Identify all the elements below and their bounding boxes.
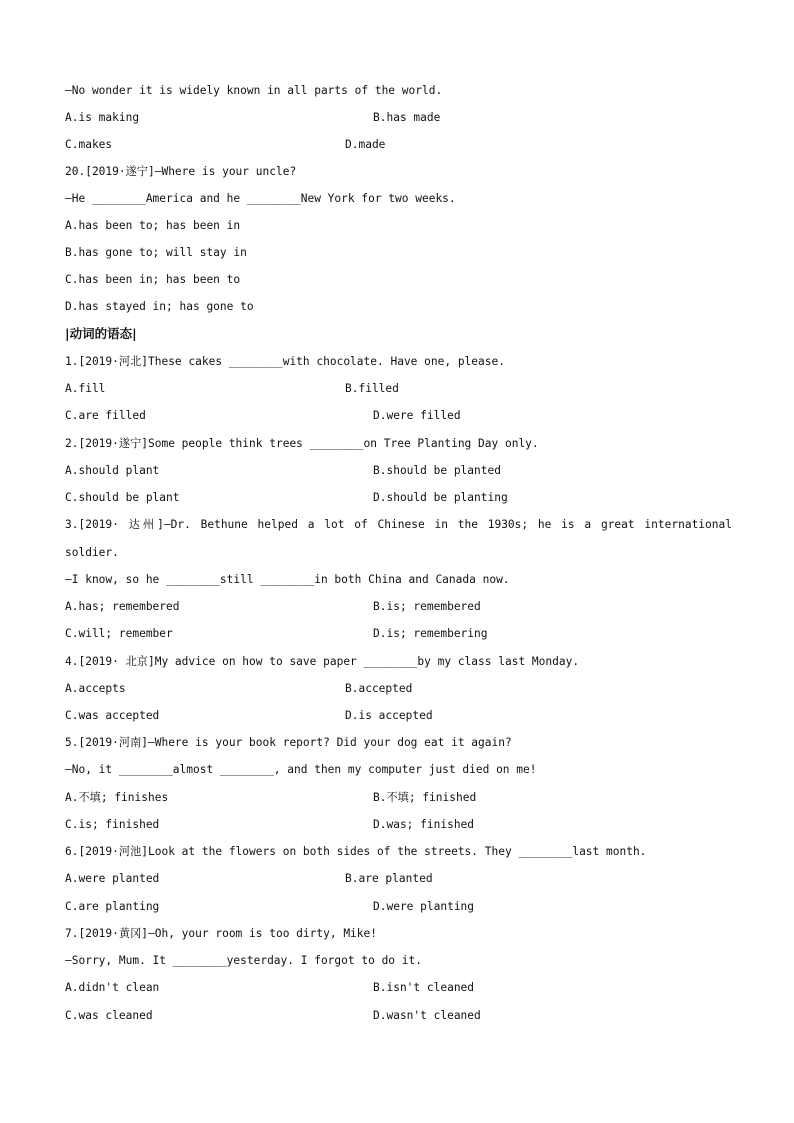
q2-option-d: D.should be planting xyxy=(373,491,508,504)
q4-option-c: C.was accepted xyxy=(65,709,160,722)
q3-stem-line-2: soldier. xyxy=(65,546,119,559)
q6-option-c: C.are planting xyxy=(65,900,160,913)
q3-option-b: B.is; remembered xyxy=(373,600,481,613)
q3-reply: —I know, so he ________still ________in both China and Canada now. xyxy=(65,573,510,586)
q4-option-d: D.is accepted xyxy=(345,709,433,722)
q6-option-d: D.were planting xyxy=(373,900,475,913)
q5-option-a: A.不填; finishes xyxy=(65,791,169,804)
q20-reply: —He ________America and he ________New York for two weeks. xyxy=(65,192,456,205)
q7-stem: 7.[2019·黄冈]—Oh, your room is too dirty, Mike! xyxy=(65,927,377,940)
q6-stem: 6.[2019·河池]Look at the flowers on both sides of the streets. They ________last month. xyxy=(65,845,647,858)
q19-reply: —No wonder it is widely known in all parts of the world. xyxy=(65,84,443,97)
q20-option-d: D.has stayed in; has gone to xyxy=(65,300,254,313)
q19-option-c: C.makes xyxy=(65,138,113,151)
q5-stem: 5.[2019·河南]—Where is your book report? Did your dog eat it again? xyxy=(65,736,512,749)
q2-option-a: A.should plant xyxy=(65,464,160,477)
q1-stem: 1.[2019·河北]These cakes ________with chocolate. Have one, please. xyxy=(65,355,505,368)
q6-option-b: B.are planted xyxy=(345,872,433,885)
q2-option-c: C.should be plant xyxy=(65,491,180,504)
q3-option-a: A.has; remembered xyxy=(65,600,180,613)
q1-option-b: B.filled xyxy=(345,382,399,395)
q5-reply: —No, it ________almost ________, and then my computer just died on me! xyxy=(65,763,537,776)
q7-reply: —Sorry, Mum. It ________yesterday. I forgot to do it. xyxy=(65,954,422,967)
q19-option-b: B.has made xyxy=(373,111,441,124)
q20-stem: 20.[2019·遂宁]—Where is your uncle? xyxy=(65,165,297,178)
q3-option-c: C.will; remember xyxy=(65,627,173,640)
q1-option-a: A.fill xyxy=(65,382,106,395)
q19-option-d: D.made xyxy=(345,138,386,151)
section-heading: |动词的语态| xyxy=(65,326,137,341)
q7-option-b: B.isn't cleaned xyxy=(373,981,475,994)
q3-stem-line-1: 3.[2019· 达州]—Dr. Bethune helped a lot of Chinese in the 1930s; he is a great international xyxy=(65,518,732,531)
q7-option-a: A.didn't clean xyxy=(65,981,160,994)
q2-stem: 2.[2019·遂宁]Some people think trees ________on Tree Planting Day only. xyxy=(65,437,539,450)
q2-option-b: B.should be planted xyxy=(373,464,501,477)
q7-option-d: D.wasn't cleaned xyxy=(373,1009,481,1022)
q1-option-d: D.were filled xyxy=(373,409,461,422)
q19-option-a: A.is making xyxy=(65,111,140,124)
q20-option-c: C.has been in; has been to xyxy=(65,273,241,286)
q7-option-c: C.was cleaned xyxy=(65,1009,153,1022)
q5-option-d: D.was; finished xyxy=(373,818,475,831)
q5-option-c: C.is; finished xyxy=(65,818,160,831)
q4-option-a: A.accepts xyxy=(65,682,126,695)
q6-option-a: A.were planted xyxy=(65,872,160,885)
q3-option-d: D.is; remembering xyxy=(373,627,488,640)
q1-option-c: C.are filled xyxy=(65,409,146,422)
q4-option-b: B.accepted xyxy=(345,682,413,695)
q20-option-b: B.has gone to; will stay in xyxy=(65,246,247,259)
q5-option-b: B.不填; finished xyxy=(373,791,477,804)
q4-stem: 4.[2019· 北京]My advice on how to save paper ________by my class last Monday. xyxy=(65,655,580,668)
q20-option-a: A.has been to; has been in xyxy=(65,219,241,232)
